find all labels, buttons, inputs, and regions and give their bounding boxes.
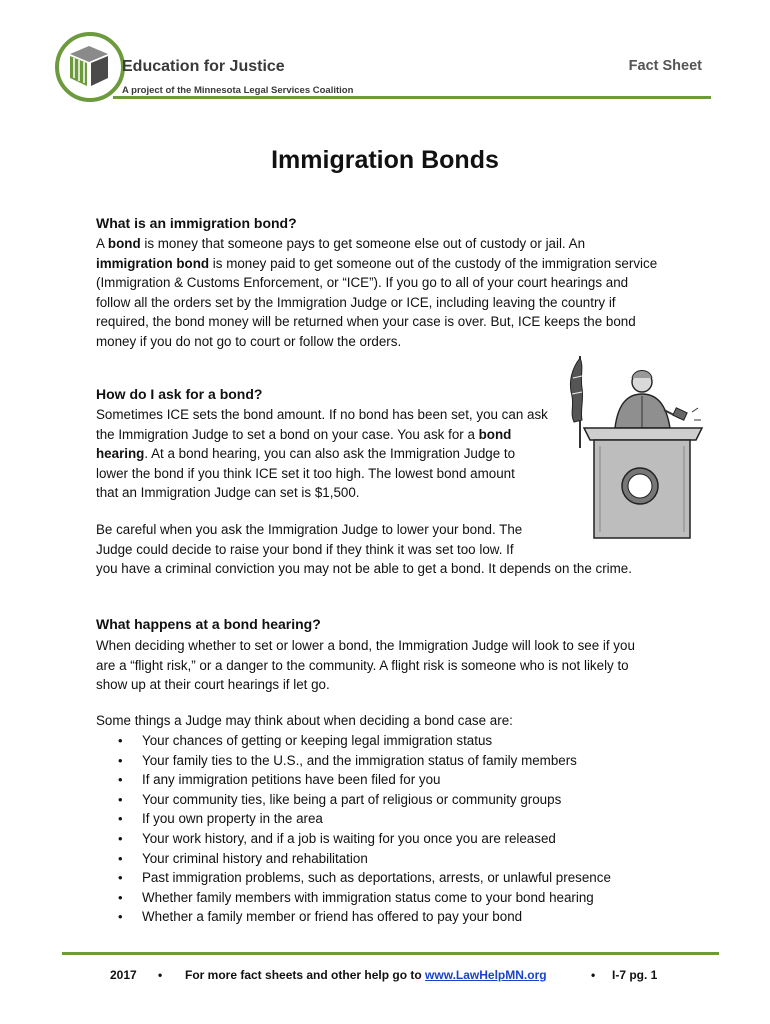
org-subtitle: A project of the Minnesota Legal Services Coalition [122, 85, 354, 96]
text-line: lower the bond if you think ICE set it too high. The lowest bond amount [96, 465, 515, 481]
text-line: money if you do not go to court or follow the orders. [96, 333, 402, 349]
text-line: Be careful when you ask the Immigration Judge to lower your bond. The [96, 522, 523, 537]
section-bond-hearing-body [96, 636, 635, 695]
text-line: are a “flight risk,” or a danger to the community. A flight risk is someone who is not likely to [96, 657, 629, 673]
footer-text: For more fact sheets and other help go to www.LawHelpMN.org [185, 968, 547, 982]
footer-bullet: • [591, 968, 596, 982]
text-line: show up at their court hearings if let go. [96, 677, 330, 692]
section-ask-bond-body-2 [96, 520, 632, 579]
section-heading-ask-bond: How do I ask for a bond? [96, 386, 263, 402]
text-line: When deciding whether to set or lower a bond, the Immigration Judge will look to see if you [96, 638, 635, 653]
section-heading-what-is-bond: What is an immigration bond? [96, 215, 297, 231]
list-item: • Your family ties to the U.S., and the immigration status of family members [96, 751, 611, 771]
text-line: (Immigration & Customs Enforcement, or “ICE”). If you go to all of your court hearings and [96, 275, 629, 290]
section-what-is-bond-body [96, 234, 657, 351]
text-line: you have a criminal conviction you may not be able to get a bond. It depends on the crime. [96, 561, 632, 576]
section-ask-bond-body [96, 405, 548, 503]
footer-bullet: • [158, 968, 163, 982]
text-line: that an Immigration Judge can set is $1,500. [96, 485, 360, 500]
org-name: Education for Justice [122, 58, 285, 75]
section-heading-bond-hearing: What happens at a bond hearing? [96, 616, 321, 632]
list-item: • If any immigration petitions have been filed for you [96, 770, 611, 790]
lawhelp-link[interactable]: www.LawHelpMN.org [425, 968, 547, 982]
list-item: • Whether family members with immigration status come to your bond hearing [96, 888, 611, 908]
list-item: • Your work history, and if a job is waiting for you once you are released [96, 829, 611, 849]
doc-type-label: Fact Sheet [628, 58, 702, 74]
list-item: • Your criminal history and rehabilitation [96, 849, 611, 869]
text-line: required, the bond money will be returned when your case is over. But, ICE keeps the bond [96, 314, 636, 329]
text-line: Judge could decide to raise your bond if they think it was set too low. If [96, 541, 514, 557]
list-item: • Whether a family member or friend has offered to pay your bond [96, 907, 611, 927]
text-line: Sometimes ICE sets the bond amount. If no bond has been set, you can ask [96, 407, 548, 422]
list-item: • Your community ties, like being a part of religious or community groups [96, 790, 611, 810]
footer-rule [62, 952, 719, 955]
footer-year: 2017 [110, 968, 137, 982]
judge-illustration [560, 348, 710, 543]
list-item: • If you own property in the area [96, 809, 611, 829]
text-line: follow all the orders set by the Immigration Judge or ICE, including leaving the country if [96, 294, 616, 310]
text-line: A bond is money that someone pays to get someone else out of custody or jail. An [96, 236, 586, 251]
logo-cube-icon [66, 44, 112, 90]
bond-factors-intro: Some things a Judge may think about when deciding a bond case are: [96, 713, 513, 728]
list-item: • Past immigration problems, such as deportations, arrests, or unlawful presence [96, 868, 611, 888]
footer-page-number: I-7 pg. 1 [612, 968, 658, 982]
header-rule [113, 96, 711, 99]
list-item: • Your chances of getting or keeping legal immigration status [96, 731, 611, 751]
text-line: the Immigration Judge to set a bond on your case. You ask for a bond [96, 426, 512, 442]
text-line: hearing. At a bond hearing, you can also ask the Immigration Judge to [96, 446, 516, 461]
bond-factors-list [96, 731, 611, 927]
page-title: Immigration Bonds [271, 146, 499, 174]
text-line: immigration bond is money paid to get someone out of the custody of the immigration service [96, 255, 658, 271]
